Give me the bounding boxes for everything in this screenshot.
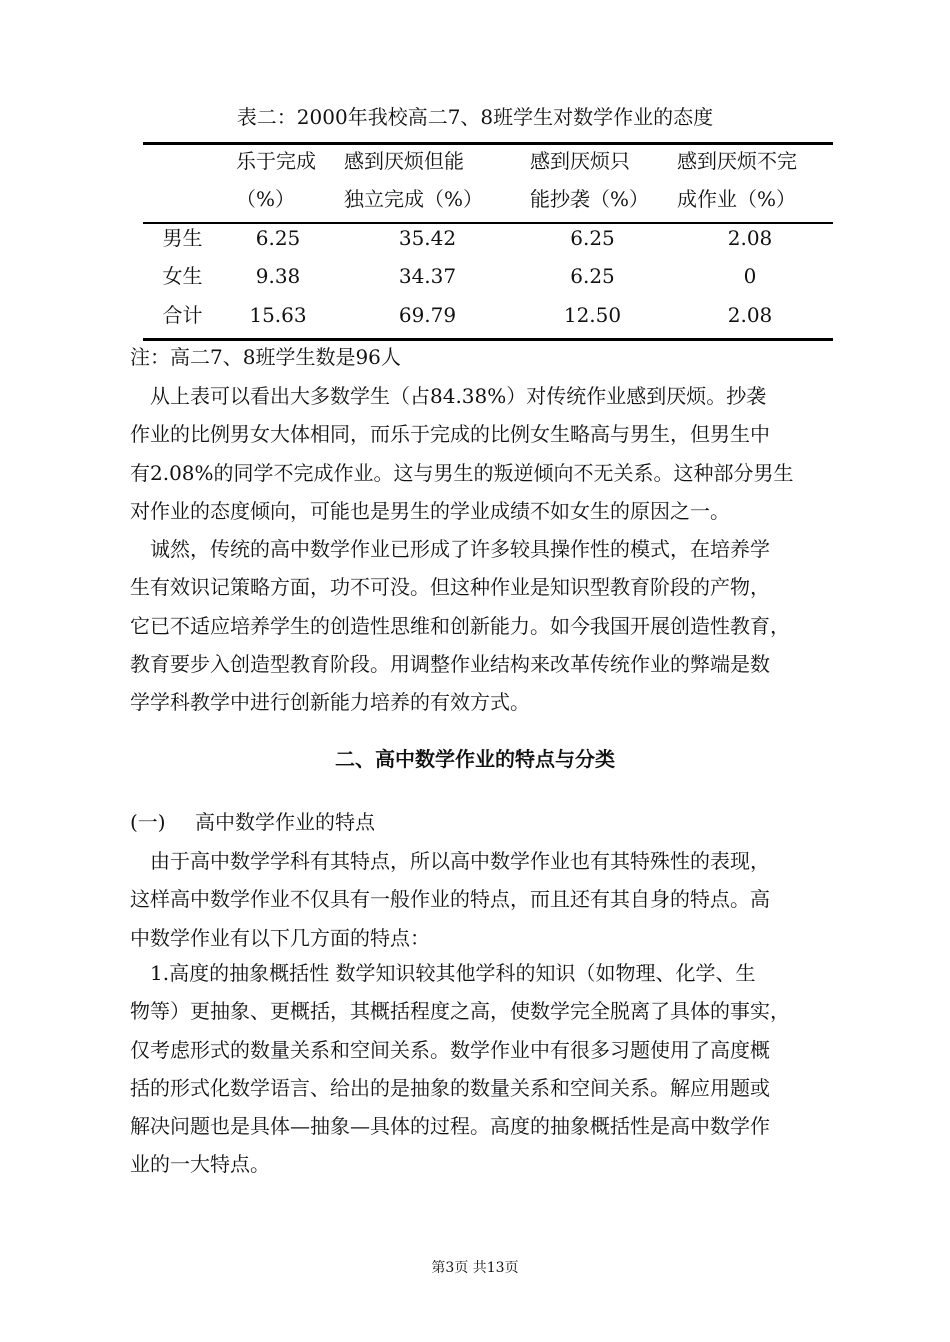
table-cell: 0 — [743, 264, 757, 288]
table-header-cell: 感到厌烦但能 独立完成（%） — [344, 149, 484, 211]
table-header-cell: 感到厌烦不完 成作业（%） — [677, 149, 797, 211]
table-row-label: 合计 — [162, 303, 203, 327]
subsection-heading — [130, 805, 375, 839]
paragraph-4 — [130, 954, 860, 1184]
paragraph-line: 从上表可以看出大多数学生（占84.38%）对传统作业感到厌烦。抄袭 — [130, 384, 767, 408]
page-footer: 第3页 共13页 — [431, 1260, 519, 1276]
table-cell: 12.50 — [563, 303, 622, 327]
paragraph-1 — [130, 377, 860, 530]
paragraph-line: 诚然，传统的高中数学作业已形成了许多较具操作性的模式，在培养学 — [130, 537, 770, 561]
table-note: 注：高二7、8班学生数是96人 — [130, 345, 401, 369]
table-cell: 6.25 — [570, 264, 615, 288]
paragraph-line: 中数学作业有以下几方面的特点： — [130, 925, 430, 950]
table-cell: 2.08 — [727, 226, 773, 250]
section-heading: 二、高中数学作业的特点与分类 — [335, 747, 615, 771]
paragraph-line: 教育要步入创造型教育阶段。用调整作业结构来改革传统作业的弊端是数 — [130, 651, 770, 676]
table-cell: 69.79 — [398, 303, 457, 327]
paragraph-2 — [130, 530, 860, 721]
table-cell: 15.63 — [249, 303, 307, 327]
table-cell: 6.25 — [255, 226, 301, 250]
table-cell: 2.08 — [727, 303, 773, 327]
table-row-label: 女生 — [162, 264, 203, 288]
paragraph-line: 物等）更抽象、更概括，其概括程度之高，使数学完全脱离了具体的事实， — [130, 999, 790, 1024]
table-header-cell: 感到厌烦只 能抄袭（%） — [530, 149, 650, 211]
table-caption: 表二：2000年我校高二7、8班学生对数学作业的态度 — [236, 105, 714, 129]
paragraph-line: 括的形式化数学语言、给出的是抽象的数量关系和空间关系。解应用题或 — [130, 1075, 770, 1100]
table-cell: 34.37 — [398, 264, 457, 288]
paragraph-line: 业的一大特点。 — [130, 1152, 270, 1177]
paragraph-line: 这样高中数学作业不仅具有一般作业的特点，而且还有其自身的特点。高 — [130, 887, 770, 912]
paragraph-line: 对作业的态度倾向，可能也是男生的学业成绩不如女生的原因之一。 — [130, 498, 730, 523]
table-cell: 35.42 — [398, 226, 457, 250]
table-cell: 9.38 — [255, 264, 301, 288]
subsection-number: (一) — [130, 810, 166, 834]
paragraph-line: 有2.08%的同学不完成作业。这与男生的叛逆倾向不无关系。这种部分男生 — [130, 460, 794, 485]
table-cell: 6.25 — [570, 226, 615, 250]
table-row-label: 男生 — [162, 226, 203, 250]
paragraph-line: 解决问题也是具体—抽象—具体的过程。高度的抽象概括性是高中数学作 — [130, 1114, 770, 1139]
paragraph-3 — [130, 842, 860, 957]
paragraph-line: 由于高中数学学科有其特点，所以高中数学作业也有其特殊性的表现， — [130, 849, 770, 873]
paragraph-line: 作业的比例男女大体相同，而乐于完成的比例女生略高与男生，但男生中 — [130, 422, 770, 447]
subsection-title: 高中数学作业的特点 — [195, 810, 375, 834]
paragraph-line: 1.高度的抽象概括性 数学知识较其他学科的知识（如物理、化学、生 — [130, 961, 756, 985]
paragraph-line: 生有效识记策略方面，功不可没。但这种作业是知识型教育阶段的产物， — [130, 575, 770, 600]
table-header-cell: 乐于完成 （%） — [236, 149, 316, 211]
paragraph-line: 学学科教学中进行创新能力培养的有效方式。 — [130, 690, 530, 715]
paragraph-line: 它已不适应培养学生的创造性思维和创新能力。如今我国开展创造性教育， — [130, 613, 790, 638]
paragraph-line: 仅考虑形式的数量关系和空间关系。数学作业中有很多习题使用了高度概 — [130, 1037, 770, 1062]
